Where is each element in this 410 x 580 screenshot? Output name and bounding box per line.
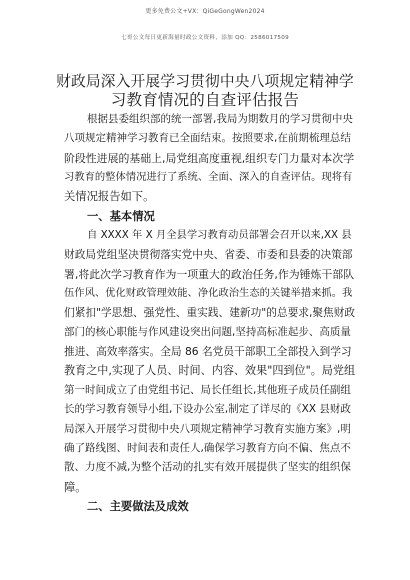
paragraph-line: 自 XXXX 年 X 月全县学习教育动员部署会召开以来,XX 县 — [87, 229, 352, 242]
title-line-1: 财政局深入开展学习贯彻中央八项规定精神学 — [56, 73, 354, 90]
section-heading-practices: 二、主要做法及成效 — [87, 499, 189, 513]
paragraph-line: 署,将此次学习教育作为一项重大的政治任务,作为锤炼干部队 — [64, 267, 355, 281]
title-line-2: 习教育情况的自查评估报告 — [110, 91, 300, 109]
paragraph-line: 们紧扣"学思想、强党性、重实践、建新功"的总要求,聚焦财政 — [64, 306, 356, 320]
document-body — [64, 110, 354, 516]
intro-line: 阶段性进展的基础上,局党组高度重视,组织专门力量对本次学 — [64, 151, 355, 165]
section-heading-basic: 一、基本情况 — [87, 209, 155, 223]
paragraph-line: 伍作风、优化财政管理效能、净化政治生态的关键举措来抓。我 — [64, 287, 353, 300]
promo-header-line: 更多免费公文+VX：QiGeGongWen2024 — [145, 8, 265, 15]
intro-line: 关情况报告如下。 — [64, 190, 155, 204]
paragraph-line: 散、力度不减,为整个活动的扎实有效开展提供了坚实的组织保 — [64, 461, 351, 474]
promo-subheader-line: 七哥公文每日更新海量时政公文资料，添加 QQ：2586017509 — [121, 35, 289, 41]
paragraph-line: 财政局党组坚决贯彻落实党中央、省委、市委和县委的决策部 — [64, 248, 353, 262]
document-title — [56, 72, 354, 110]
intro-line: 习教育的整体情况进行了系统、全面、深入的自查评估。现将有 — [64, 171, 353, 184]
paragraph-line: 第一时间成立了由党组书记、局长任组长,其他班子成员任副组 — [64, 383, 351, 396]
paragraph-line: 长的学习教育领导小组,下设办公室,制定了详尽的《XX 县财政 — [64, 403, 351, 416]
paragraph-line: 确了路线图、时间表和责任人,确保学习教育方向不偏、焦点不 — [64, 441, 351, 454]
paragraph-line: 局深入开展学习贯彻中央八项规定精神学习教育实施方案》,明 — [64, 422, 351, 435]
intro-line: 根据县委组织部的统一部署,我局为期数月的学习贯彻中央 — [87, 113, 353, 125]
paragraph-line: 障。 — [64, 480, 87, 494]
paragraph-line: 部门的核心职能与作风建设突出问题,坚持高标准起步、高质量 — [64, 325, 351, 338]
intro-line: 八项规定精神学习教育已全面结束。按照要求,在前期梳理总结 — [64, 132, 351, 145]
paragraph-line: 推进、高效率落实。全局 86 名党员干部职工全部投入到学习 — [64, 345, 352, 359]
paragraph-line: 教育之中,实现了人员、时间、内容、效果"四到位"。局党组 — [64, 364, 356, 378]
